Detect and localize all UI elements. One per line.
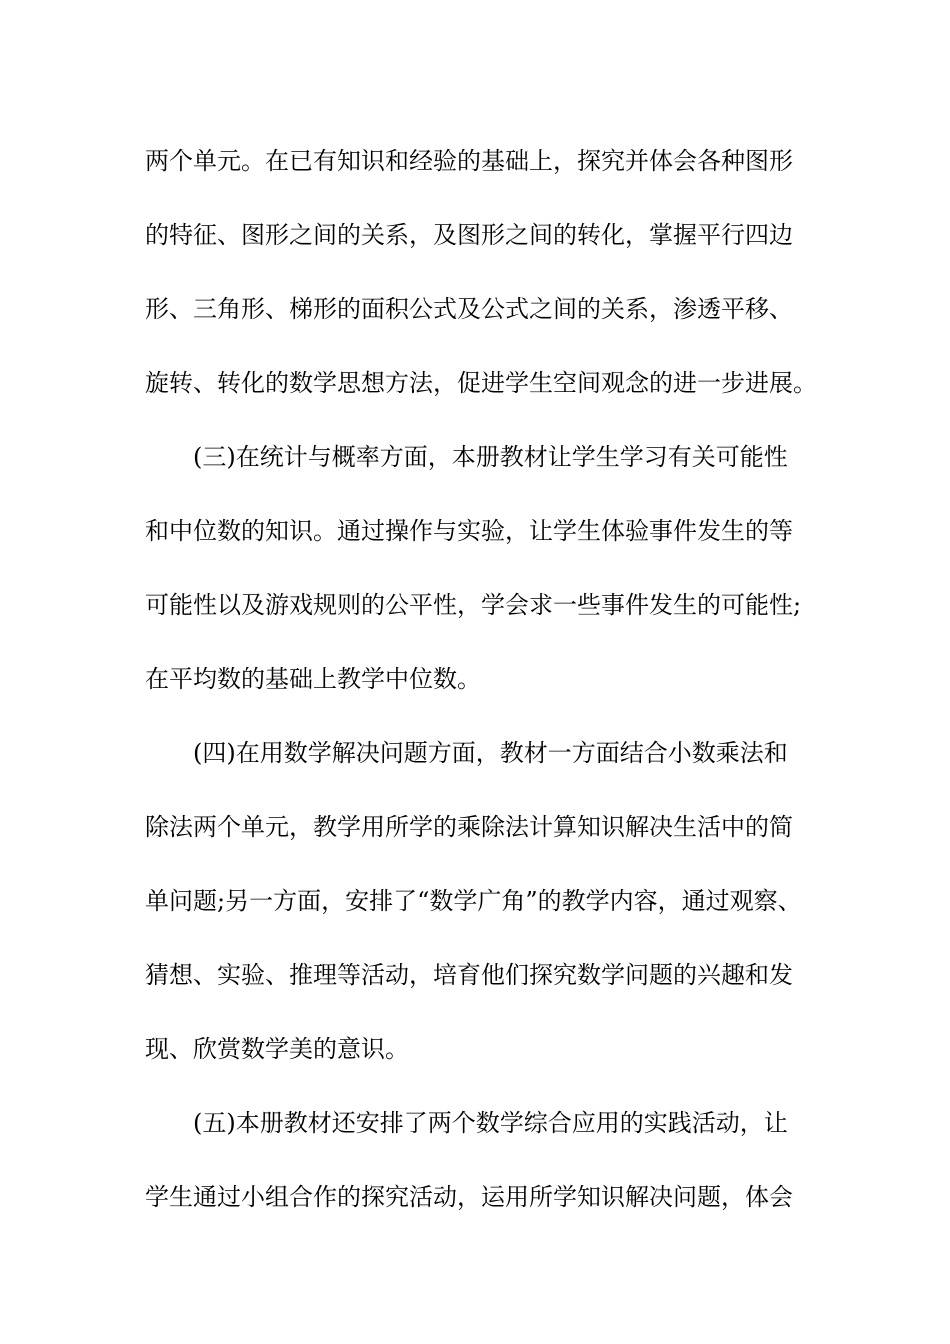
text-line-5: (三)在统计与概率方面，本册教材让学生学习有关可能性 (193, 443, 788, 471)
text-line-14: (五)本册教材还安排了两个数学综合应用的实践活动，让 (193, 1109, 788, 1137)
text-line-4: 旋转、转化的数学思想方法，促进学生空间观念的进一步进展。 (145, 369, 817, 397)
text-line-6: 和中位数的知识。通过操作与实验，让学生体验事件发生的等 (145, 517, 793, 545)
text-line-1: 两个单元。在已有知识和经验的基础上，探究并体会各种图形 (145, 147, 793, 175)
text-line-3: 形、三角形、梯形的面积公式及公式之间的关系，渗透平移、 (145, 295, 793, 323)
text-line-7: 可能性以及游戏规则的公平性，学会求一些事件发生的可能性; (145, 591, 802, 619)
text-line-2: 的特征、图形之间的关系，及图形之间的转化，掌握平行四边 (145, 221, 793, 249)
text-line-8: 在平均数的基础上教学中位数。 (145, 665, 481, 693)
text-line-9: (四)在用数学解决问题方面，教材一方面结合小数乘法和 (193, 739, 788, 767)
text-line-11: 单问题;另一方面，安排了“数学广角”的教学内容，通过观察、 (145, 887, 802, 915)
body-text (145, 124, 825, 1234)
text-line-12: 猜想、实验、推理等活动，培育他们探究数学问题的兴趣和发 (145, 961, 793, 989)
text-line-13: 现、欣赏数学美的意识。 (145, 1035, 409, 1063)
text-line-10: 除法两个单元，教学用所学的乘除法计算知识解决生活中的简 (145, 813, 793, 841)
text-line-15: 学生通过小组合作的探究活动，运用所学知识解决问题，体会 (145, 1183, 793, 1211)
